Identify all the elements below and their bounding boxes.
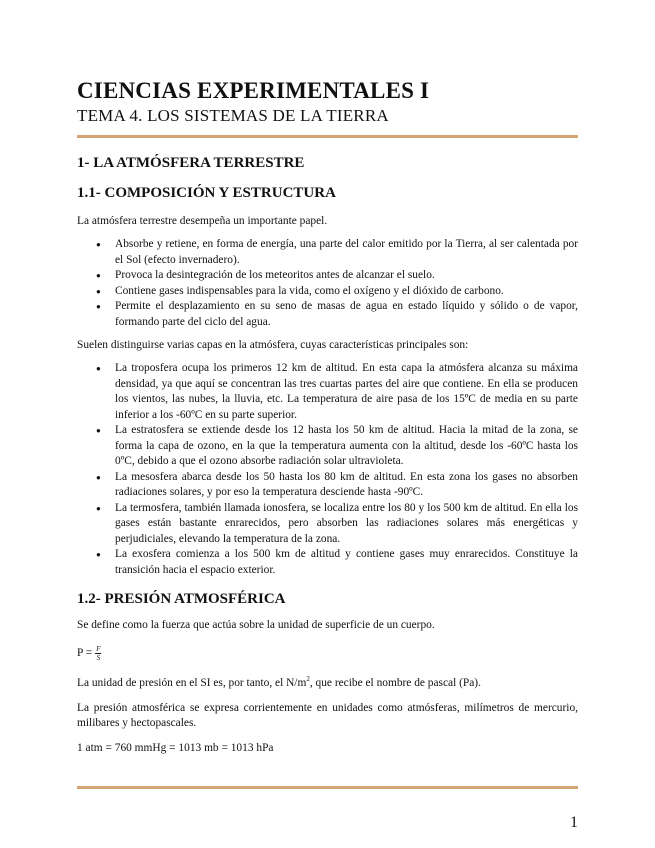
layers-list [77, 361, 578, 578]
list-item: ● Contiene gases indispensables para la vida, como el oxígeno y el dióxido de carbono. [115, 284, 578, 300]
list-item: ● La estratosfera se extiende desde los 12 hasta los 50 km de altitud. Hacia la mitad de la zona, se forma la capa de ozono, en la que la temperatura aumenta con la altitud, desde los -60ºC hasta los 0ºC, debido a que el ozono absorbe radiación solar ultravioleta. [115, 423, 578, 470]
header-divider [77, 135, 578, 138]
section-heading-atmosfera: 1- LA ATMÓSFERA TERRESTRE [77, 155, 305, 171]
page-number: 1 [570, 814, 578, 831]
definition-paragraph: Se define como la fuerza que actúa sobre la unidad de superficie de un cuerpo. [77, 619, 435, 631]
roles-list [77, 237, 578, 330]
list-item: ● Absorbe y retiene, en forma de energía, una parte del calor emitido por la Tierra, al ser calentada por el Sol (efecto invernadero). [115, 237, 578, 268]
layers-intro-paragraph: Suelen distinguirse varias capas en la atmósfera, cuyas características principales son: [77, 339, 469, 351]
si-unit-exponent: 2 [306, 675, 310, 683]
list-item: ● La termosfera, también llamada ionosfera, se localiza entre los 80 y los 500 km de altitud. En ella los gases están bastante enrarecidos, pero absorben las radiaciones solares más energéticas y perjudiciales, elevando la temperatura de la zona. [115, 501, 578, 548]
document-page [77, 78, 578, 756]
formula-lhs: P = [77, 647, 93, 659]
footer-divider [77, 786, 578, 789]
list-item: ● Provoca la desintegración de los meteoritos antes de alcanzar el suelo. [115, 268, 578, 284]
list-item: ● Permite el desplazamiento en su seno de masas de agua en estado líquido y sólido o de vapor, formando parte del ciclo del agua. [115, 299, 578, 330]
pressure-formula [77, 645, 578, 662]
subsection-heading-presion: 1.2- PRESIÓN ATMOSFÉRICA [77, 591, 286, 607]
si-unit-text-end: , que recibe el nombre de pascal (Pa). [309, 676, 481, 689]
list-item: ● La mesosfera abarca desde los 50 hasta los 80 km de altitud. En esta zona los gases no absorben radiaciones solares, y por eso la temperatura desciende hasta -90ºC. [115, 470, 578, 501]
si-unit-paragraph [77, 672, 578, 691]
si-unit-text: La unidad de presión en el SI es, por tanto, el N/m [77, 676, 307, 689]
list-item: ● La exosfera comienza a los 500 km de altitud y contiene gases muy enrarecidos. Constituye la transición hacia el espacio exterior. [115, 547, 578, 578]
units-paragraph: La presión atmosférica se expresa corrientemente en unidades como atmósferas, milímetros de mercurio, milibares y hectopascales. [77, 701, 578, 729]
formula-numerator: F [96, 645, 101, 653]
list-item: ● La troposfera ocupa los primeros 12 km de altitud. En esta capa la atmósfera alcanza su máxima densidad, ya que aquí se concentran las tres cuartas partes del aire que contiene. En ella se producen los vientos, las nubes, la lluvia, etc. La temperatura de aire pasa de los 15ºC de media en su parte inferior a los -60ºC en su parte superior. [115, 361, 578, 423]
document-subtitle: TEMA 4. LOS SISTEMAS DE LA TIERRA [77, 106, 389, 125]
intro-paragraph: La atmósfera terrestre desempeña un importante papel. [77, 215, 328, 227]
formula-denominator: S [96, 654, 101, 662]
formula-fraction [95, 645, 101, 662]
subsection-heading-composicion: 1.1- COMPOSICIÓN Y ESTRUCTURA [77, 185, 336, 201]
document-title: CIENCIAS EXPERIMENTALES I [77, 78, 430, 103]
equivalence-line: 1 atm = 760 mmHg = 1013 mb = 1013 hPa [77, 741, 274, 754]
